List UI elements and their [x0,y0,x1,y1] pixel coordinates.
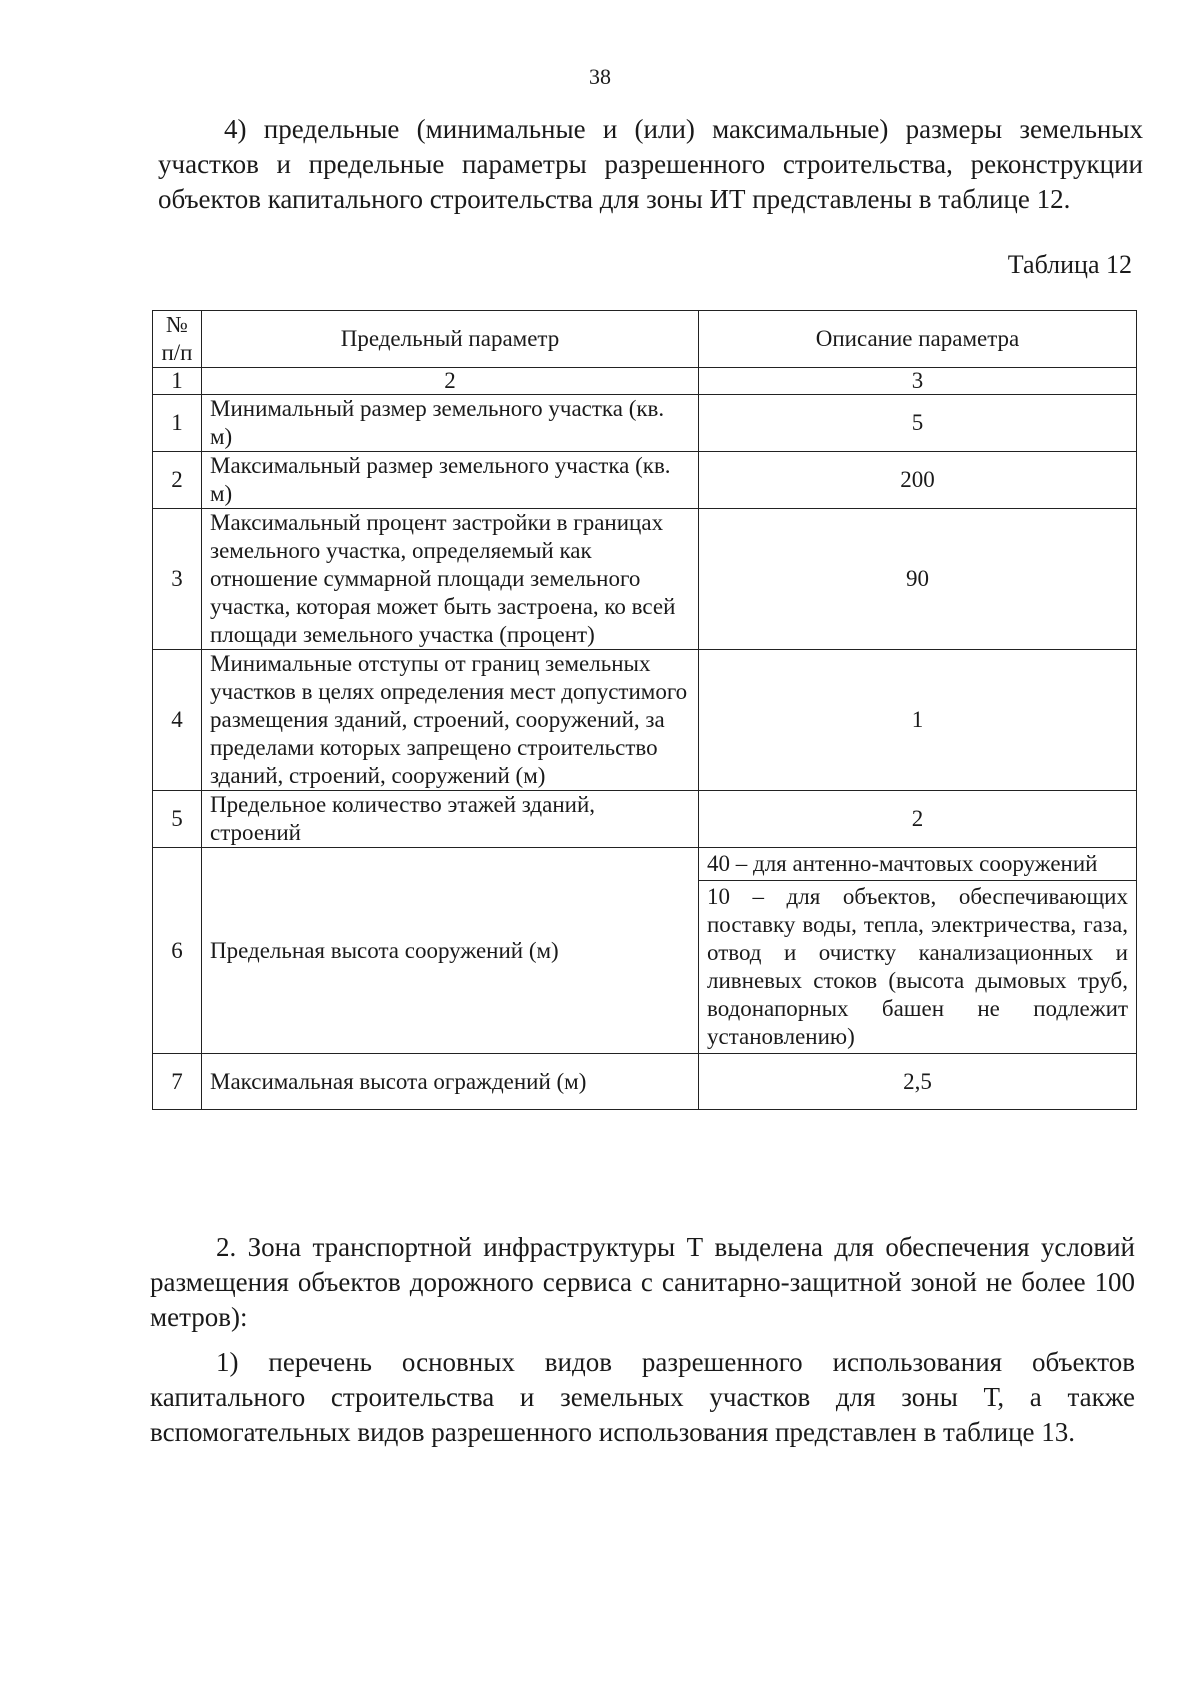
row-param: Предельное количество этажей зданий, строений [202,791,699,848]
row-param: Предельная высота сооружений (м) [202,848,699,1054]
permitted-use-paragraph: 1) перечень основных видов разрешенного использования объектов капитального строительства и земельных участков для зоны Т, а также вспомогательных видов разрешенного использования представлен в таблице 13. [150,1347,1135,1447]
row-desc: 90 [699,509,1137,650]
row-num: 7 [153,1054,202,1110]
index-cell: 1 [153,368,202,395]
row-param: Максимальная высота ограждений (м) [202,1054,699,1110]
row-param: Максимальный размер земельного участка (кв. м) [202,452,699,509]
table-header-row [153,311,1137,368]
row-desc: 200 [699,452,1137,509]
row-num: 5 [153,791,202,848]
row-num: 6 [153,848,202,1054]
index-cell: 3 [699,368,1137,395]
row-param: Минимальные отступы от границ земельных участков в целях определения мест допустимого размещения зданий, строений, сооружений, за пределами которых запрещено строительство зданий, строений, сооружений (м) [202,650,699,791]
height-utility-note: 10 – для объектов, обеспечивающих поставку воды, тепла, электричества, газа, отвод и очистку канализационных и ливневых стоков (высота дымовых труб, водонапорных башен не подлежит установлению) [699,880,1136,1053]
row-desc: 2,5 [699,1054,1137,1110]
index-cell: 2 [202,368,699,395]
table-row [153,848,1137,1054]
header-desc: Описание параметра [699,311,1137,368]
table-caption: Таблица 12 [1007,250,1132,279]
column-index-row [153,368,1137,395]
transport-zone-paragraph: 2. Зона транспортной инфраструктуры Т выделена для обеспечения условий размещения объектов дорожного сервиса с санитарно-защитной зоной не более 100 метров): [150,1232,1135,1332]
row-param: Максимальный процент застройки в границах земельного участка, определяемый как отношение суммарной площади земельного участка, которая может быть застроена, ко всей площади земельного участка (процент) [202,509,699,650]
table-row [153,650,1137,791]
row-param: Минимальный размер земельного участка (кв. м) [202,395,699,452]
row-num: 4 [153,650,202,791]
row-desc-split [699,848,1137,1054]
table-row [153,791,1137,848]
header-param: Предельный параметр [202,311,699,368]
page-number: 38 [589,64,611,89]
row-desc: 1 [699,650,1137,791]
table-row [153,395,1137,452]
table-row [153,509,1137,650]
row-num: 1 [153,395,202,452]
table-row [153,1054,1137,1110]
header-num: № п/п [153,311,202,368]
row-desc: 5 [699,395,1137,452]
row-num: 3 [153,509,202,650]
table-row [153,452,1137,509]
intro-paragraph: 4) предельные (минимальные и (или) максимальные) размеры земельных участков и предельные параметры разрешенного строительства, реконструкции объектов капитального строительства для зоны ИТ представлены в таблице 12. [158,114,1143,214]
row-desc: 2 [699,791,1137,848]
parameters-table [152,310,1137,1110]
row-num: 2 [153,452,202,509]
height-antenna-note: 40 – для антенно-мачтовых сооружений [707,851,1098,876]
